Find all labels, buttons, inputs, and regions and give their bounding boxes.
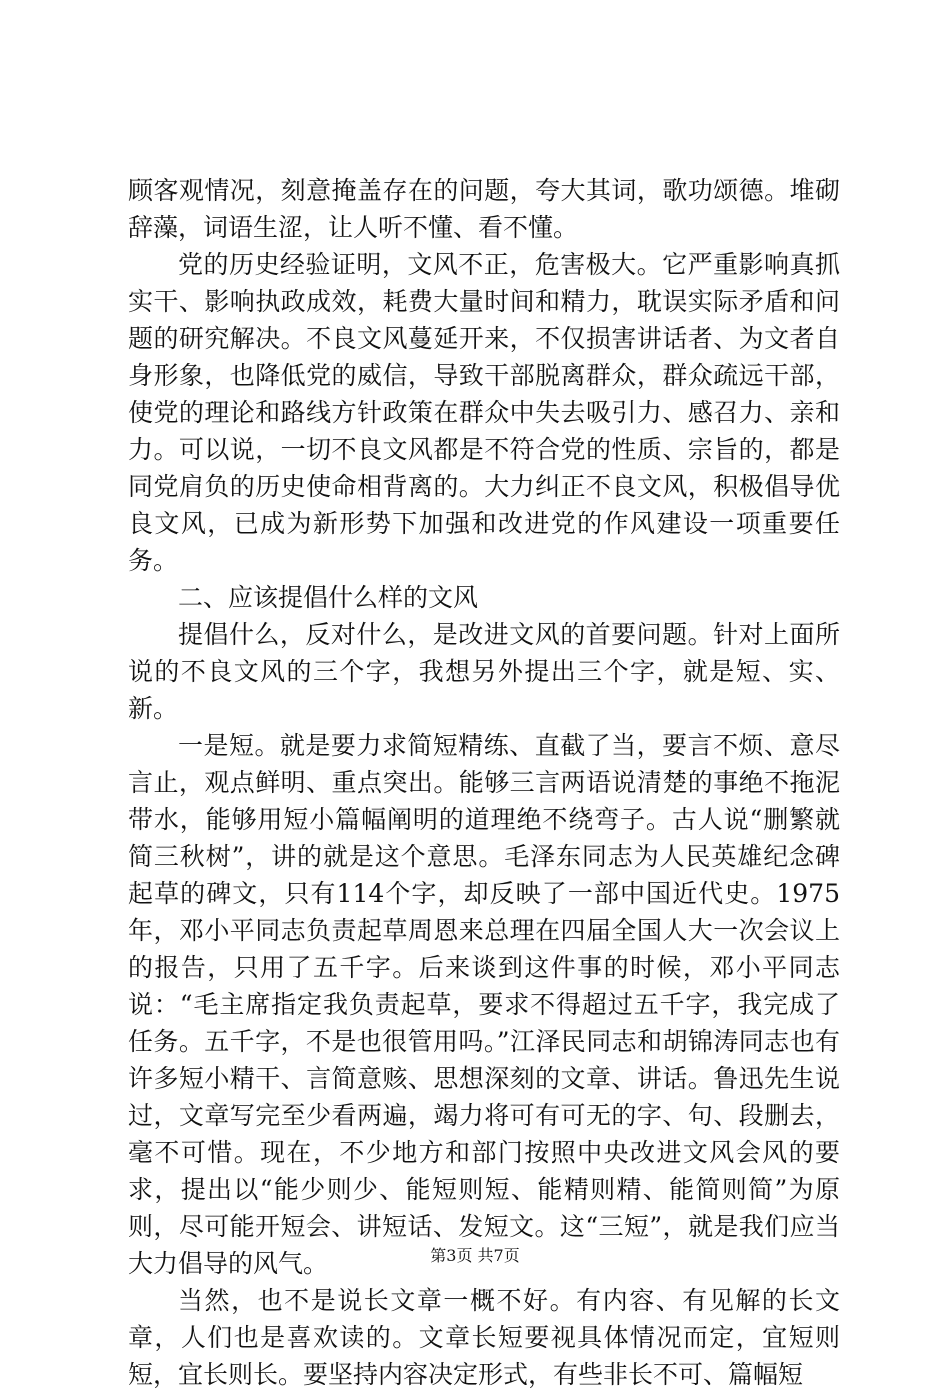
body-text: [128, 172, 840, 1393]
paragraph-intro: 提倡什么，反对什么，是改进文风的首要问题。针对上面所说的不良文风的三个字，我想另外提出三个字，就是短、实、新。: [128, 620, 840, 723]
paragraph-continuation: 顾客观情况，刻意掩盖存在的问题，夸大其词，歌功颂德。堆砌辞藻，词语生涩，让人听不懂、看不懂。: [128, 176, 840, 242]
paragraph-history-lesson: 党的历史经验证明，文风不正，危害极大。它严重影响真抓实干、影响执政成效，耗费大量时间和精力，耽误实际矛盾和问题的研究解决。不良文风蔓延开来，不仅损害讲话者、为文者自身形象，也降低党的威信，导致干部脱离群众，群众疏远干部，使党的理论和路线方针政策在群众中失去吸引力、感召力、亲和力。可以说，一切不良文风都是不符合党的性质、宗旨的，都是同党肩负的历史使命相背离的。大力纠正不良文风，积极倡导优良文风，已成为新形势下加强和改进党的作风建设一项重要任务。: [128, 250, 840, 575]
section-heading: 二、应该提倡什么样的文风: [178, 583, 479, 612]
page-footer: 第3页 共7页: [430, 1246, 520, 1265]
paragraph-short: 一是短。就是要力求简短精练、直截了当，要言不烦、意尽言止，观点鲜明、重点突出。能够三言两语说清楚的事绝不拖泥带水，能够用短小篇幅阐明的道理绝不绕弯子。古人说“删繁就简三秋树”，讲的就是这个意思。毛泽东同志为人民英雄纪念碑起草的碑文，只有114个字，却反映了一部中国近代史。1975年，邓小平同志负责起草周恩来总理在四届全国人大一次会议上的报告，只用了五千字。后来谈到这件事的时候，邓小平同志说：“毛主席指定我负责起草，要求不得超过五千字，我完成了任务。五千字，不是也很管用吗。”江泽民同志和胡锦涛同志也有许多短小精干、言简意赅、思想深刻的文章、讲话。鲁迅先生说过，文章写完至少看两遍，竭力将可有可无的字、句、段删去，毫不可惜。现在，不少地方和部门按照中央改进文风会风的要求，提出以“能少则少、能短则短、能精则精、能简则简”为原则，尽可能开短会、讲短话、发短文。这“三短”，就是我们应当大力倡导的风气。: [128, 731, 840, 1278]
paragraph-long-articles: 当然，也不是说长文章一概不好。有内容、有见解的长文章，人们也是喜欢读的。文章长短要视具体情况而定，宜短则短，宜长则长。要坚持内容决定形式，有些非长不可、篇幅短: [128, 1286, 840, 1389]
